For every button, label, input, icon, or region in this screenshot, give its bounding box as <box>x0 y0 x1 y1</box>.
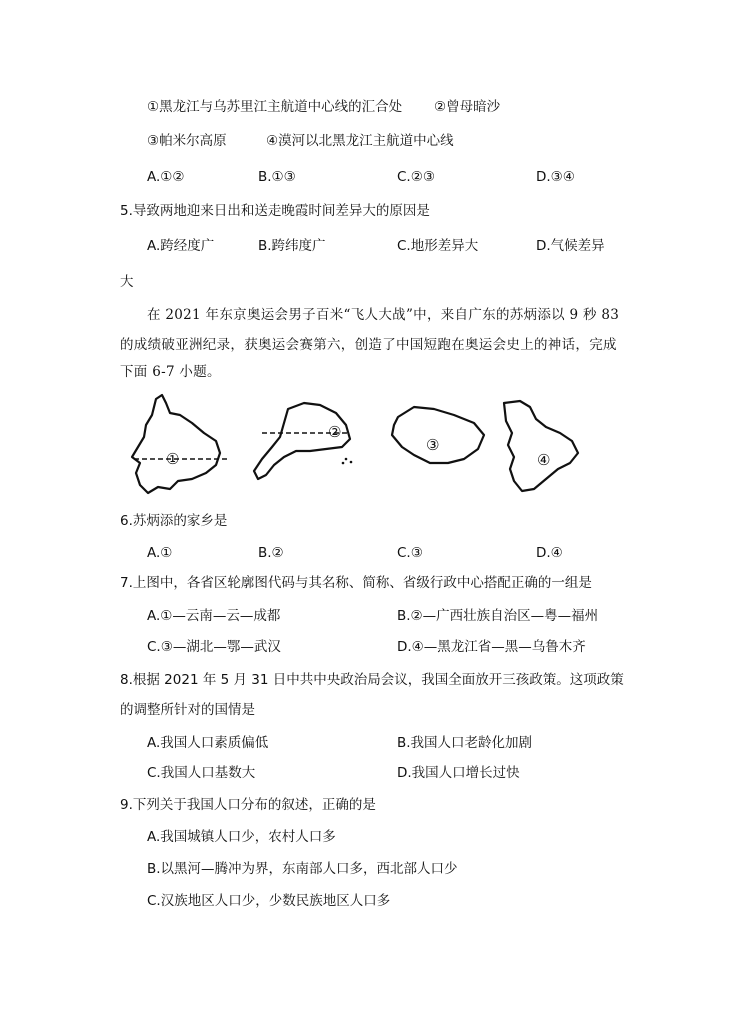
map-label-2: ② <box>328 423 342 441</box>
q9-choice-b: B.以黑河—腾冲为界，东南部人口多，西北部人口少 <box>147 861 458 877</box>
q9-choice-a: A.我国城镇人口少，农村人口多 <box>147 829 336 845</box>
passage-line-1: 在 2021 年东京奥运会男子百米“飞人大战”中，来自广东的苏炳添以 9 秒 83 <box>147 307 620 323</box>
q8-choice-a: A.我国人口素质偏低 <box>147 735 269 751</box>
map-outline-2 <box>254 403 350 479</box>
passage-line-3: 下面 6-7 小题。 <box>120 364 221 380</box>
map-label-3: ③ <box>426 436 440 454</box>
q6-stem: 6.苏炳添的家乡是 <box>120 513 228 529</box>
q7-choice-a: A.①—云南—云—成都 <box>147 608 281 624</box>
map-label-4: ④ <box>537 451 551 469</box>
q5-choice-d-wrap: 大 <box>120 274 134 290</box>
province-outlines-svg <box>118 393 618 503</box>
q6-choice-a: A.① <box>147 545 173 561</box>
map-outline-1 <box>132 395 220 493</box>
q4-choice-b: B.①③ <box>258 169 296 185</box>
q8-choice-d: D.我国人口增长过快 <box>397 765 520 781</box>
map-dots <box>342 458 353 465</box>
q7-choice-c: C.③—湖北—鄂—武汉 <box>147 639 281 655</box>
q6-choice-c: C.③ <box>397 545 423 561</box>
q5-choice-d: D.气候差异 <box>536 238 605 254</box>
q8-choice-c: C.我国人口基数大 <box>147 765 256 781</box>
q4-option-3: ③帕米尔高原 <box>147 133 227 149</box>
q5-choice-b: B.跨纬度广 <box>258 238 326 254</box>
q5-choice-a: A.跨经度广 <box>147 238 215 254</box>
map-label-1: ① <box>166 450 180 468</box>
q5-stem: 5.导致两地迎来日出和送走晚霞时间差异大的原因是 <box>120 203 430 219</box>
q4-option-2: ②曾母暗沙 <box>434 99 501 115</box>
q8-stem-line-2: 的调整所针对的国情是 <box>120 702 255 718</box>
q9-stem: 9.下列关于我国人口分布的叙述，正确的是 <box>120 797 376 813</box>
province-outline-maps <box>118 393 618 503</box>
map-outline-4 <box>504 401 578 491</box>
q8-stem-line-1: 8.根据 2021 年 5 月 31 日中共中央政治局会议，我国全面放开三孩政策。这项政策 <box>120 672 624 688</box>
map-outline-3 <box>392 407 484 463</box>
q8-choice-b: B.我国人口老龄化加剧 <box>397 735 533 751</box>
q7-stem: 7.上图中，各省区轮廓图代码与其名称、简称、省级行政中心搭配正确的一组是 <box>120 575 592 591</box>
q4-choice-a: A.①② <box>147 169 185 185</box>
q4-choice-c: C.②③ <box>397 169 435 185</box>
q9-choice-c: C.汉族地区人口少，少数民族地区人口多 <box>147 893 391 909</box>
q4-option-4: ④漠河以北黑龙江主航道中心线 <box>266 133 454 149</box>
q4-choice-d: D.③④ <box>536 169 575 185</box>
q7-choice-d: D.④—黑龙江省—黑—乌鲁木齐 <box>397 639 586 655</box>
q5-choice-c: C.地形差异大 <box>397 238 479 254</box>
passage-line-2: 的成绩破亚洲纪录，获奥运会赛第六，创造了中国短跑在奥运会史上的神话，完成 <box>120 337 617 353</box>
q4-option-1: ①黑龙江与乌苏里江主航道中心线的汇合处 <box>147 99 403 115</box>
q6-choice-b: B.② <box>258 545 284 561</box>
q6-choice-d: D.④ <box>536 545 563 561</box>
q7-choice-b: B.②—广西壮族自治区—粤—福州 <box>397 608 599 624</box>
